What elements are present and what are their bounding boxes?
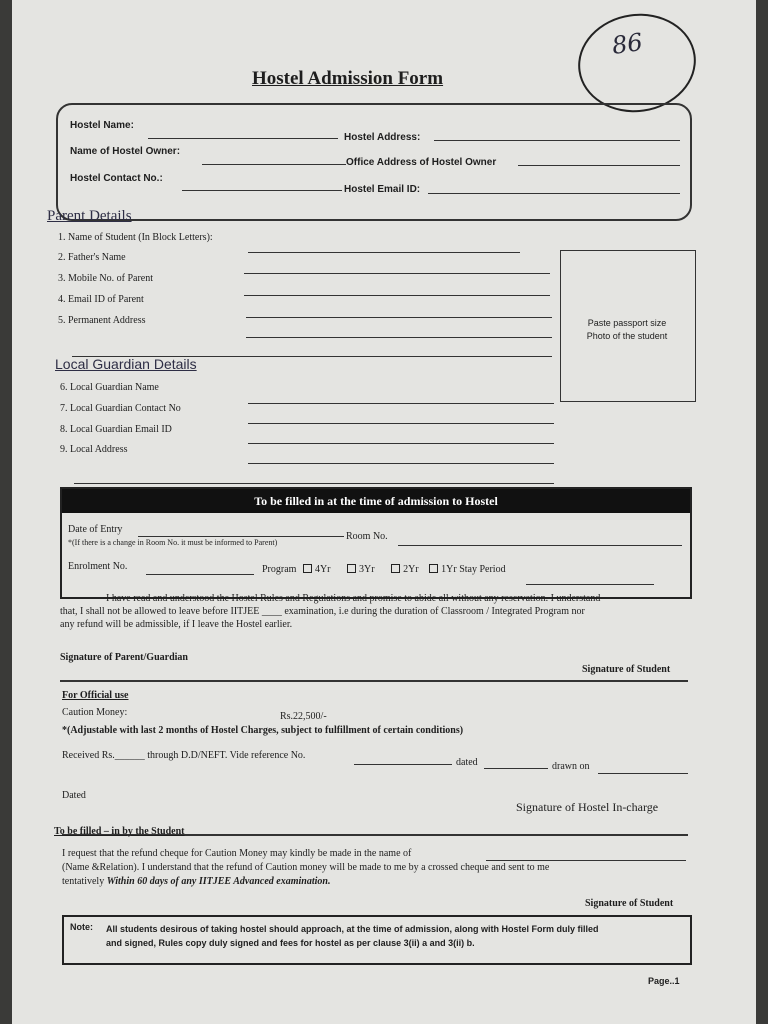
refund-request-line-3: [62, 876, 692, 888]
hostel-address-label: Hostel Address:: [344, 132, 421, 143]
parent-details-heading: Parent Details: [47, 208, 132, 224]
option-1yr-label: 1Yr Stay Period: [441, 564, 506, 575]
option-1yr-checkbox[interactable]: [429, 564, 438, 573]
student-section-heading: To be filled – in by the Student: [54, 826, 185, 837]
permanent-address-line-1[interactable]: [246, 337, 552, 338]
owner-name-label: Name of Hostel Owner:: [70, 146, 181, 157]
email-id-line[interactable]: [428, 193, 680, 194]
stay-period-line[interactable]: [526, 584, 654, 585]
guardian-details-heading: Local Guardian Details: [55, 356, 197, 372]
guardian-name-line[interactable]: [248, 403, 554, 404]
drawn-on-line[interactable]: [598, 773, 688, 774]
guardian-email-line[interactable]: [248, 443, 554, 444]
owner-office-label: Office Address of Hostel Owner: [346, 157, 497, 168]
parent-signature-label: Signature of Parent/Guardian: [60, 652, 188, 663]
guardian-email-label: 8. Local Guardian Email ID: [60, 424, 172, 435]
note-line-2: and signed, Rules copy duly signed and fees for hostel as per clause 3(ii) a and 3(ii) b.: [106, 938, 475, 948]
hostel-name-label: Hostel Name:: [70, 120, 134, 131]
program-label: Program: [262, 564, 297, 575]
enrolment-no-label: Enrolment No.: [68, 561, 128, 572]
permanent-address-label: 5. Permanent Address: [58, 315, 146, 326]
room-no-line[interactable]: [398, 545, 682, 546]
student-name-line[interactable]: [248, 252, 520, 253]
received-text: Received Rs.______ through D.D/NEFT. Vide reference No.: [62, 750, 306, 761]
guardian-name-label: 6. Local Guardian Name: [60, 382, 159, 393]
student-name-label: 1. Name of Student (In Block Letters):: [58, 232, 213, 243]
reference-no-line[interactable]: [354, 764, 452, 765]
caution-money-label: Caution Money:: [62, 707, 128, 718]
email-id-label: Hostel Email ID:: [344, 184, 421, 195]
parent-email-label: 4. Email ID of Parent: [58, 294, 144, 305]
note-label: Note:: [70, 922, 93, 932]
declaration-line-1: I have read and understood the Hostel Rules and Regulations and promise to abide all without any reservation. I understand: [106, 593, 601, 604]
option-2yr-checkbox[interactable]: [391, 564, 400, 573]
father-name-line[interactable]: [244, 273, 550, 274]
date-of-entry-line[interactable]: [138, 536, 344, 537]
drawn-on-text: drawn on: [552, 761, 590, 772]
enrolment-no-line[interactable]: [146, 574, 254, 575]
page-number: Page..1: [648, 976, 680, 986]
hostel-address-line[interactable]: [434, 140, 680, 141]
section-divider-1: [60, 680, 688, 682]
photo-label-1: Paste passport size: [587, 318, 667, 328]
dated-line[interactable]: [484, 768, 548, 769]
refund-tentatively-text: tentatively: [62, 876, 107, 887]
option-3yr-checkbox[interactable]: [347, 564, 356, 573]
father-name-label: 2. Father's Name: [58, 252, 126, 263]
option-2yr-label: 2Yr: [403, 564, 419, 575]
dated-text: dated: [456, 757, 478, 768]
refund-request-line-1: I request that the refund cheque for Caution Money may kindly be made in the name of: [62, 848, 412, 859]
student-signature-label: Signature of Student: [582, 664, 671, 675]
option-4yr-label: 4Yr: [314, 564, 331, 575]
guardian-contact-line[interactable]: [248, 423, 554, 424]
refund-name-line[interactable]: [486, 860, 686, 861]
contact-no-line[interactable]: [182, 190, 342, 191]
dated-label: Dated: [62, 790, 86, 801]
hostel-name-line[interactable]: [148, 138, 338, 139]
parent-mobile-label: 3. Mobile No. of Parent: [58, 273, 153, 284]
form-title: Hostel Admission Form: [252, 68, 444, 89]
official-use-heading: For Official use: [62, 690, 129, 701]
program-options: [262, 564, 506, 575]
refund-timeline-text: Within 60 days of any IITJEE Advanced examination.: [106, 876, 331, 887]
photo-label-2: Photo of the student: [586, 331, 668, 341]
local-address-line-1[interactable]: [248, 463, 554, 464]
contact-no-label: Hostel Contact No.:: [70, 173, 163, 184]
student-signature-label-2: Signature of Student: [585, 898, 674, 909]
caution-money-value: Rs.22,500/-: [280, 711, 327, 722]
declaration-line-3: any refund will be admissible, if I leave the Hostel earlier.: [60, 619, 293, 630]
parent-mobile-line[interactable]: [244, 295, 550, 296]
declaration-line-2: that, I shall not be allowed to leave before IITJEE ____ examination, i.e during the duration of Classroom / Integrated Program nor: [60, 606, 585, 617]
admission-banner: To be filled in at the time of admission to Hostel: [62, 489, 690, 513]
refund-request-line-2: (Name &Relation). I understand that the refund of Caution money will be made to me by a crossed cheque and sent to me: [62, 862, 550, 873]
room-change-note: *(If there is a change in Room No. it must be informed to Parent): [68, 538, 278, 547]
option-4yr-checkbox[interactable]: [303, 564, 312, 573]
note-line-1: All students desirous of taking hostel should approach, at the time of admission, along with Hostel Form duly filled: [106, 924, 599, 934]
owner-office-line[interactable]: [518, 165, 680, 166]
option-3yr-label: 3Yr: [359, 564, 375, 575]
local-address-label: 9. Local Address: [60, 444, 128, 455]
guardian-contact-label: 7. Local Guardian Contact No: [60, 403, 181, 414]
owner-name-line[interactable]: [202, 164, 346, 165]
room-no-label: Room No.: [346, 531, 388, 542]
parent-email-line[interactable]: [246, 317, 552, 318]
date-of-entry-label: Date of Entry: [68, 524, 123, 535]
stamp-number: 86: [610, 28, 645, 60]
adjustable-note: *(Adjustable with last 2 months of Hostel Charges, subject to fulfillment of certain conditions): [62, 725, 464, 736]
incharge-signature-label: Signature of Hostel In-charge: [516, 800, 659, 814]
local-address-line-2[interactable]: [74, 483, 554, 484]
